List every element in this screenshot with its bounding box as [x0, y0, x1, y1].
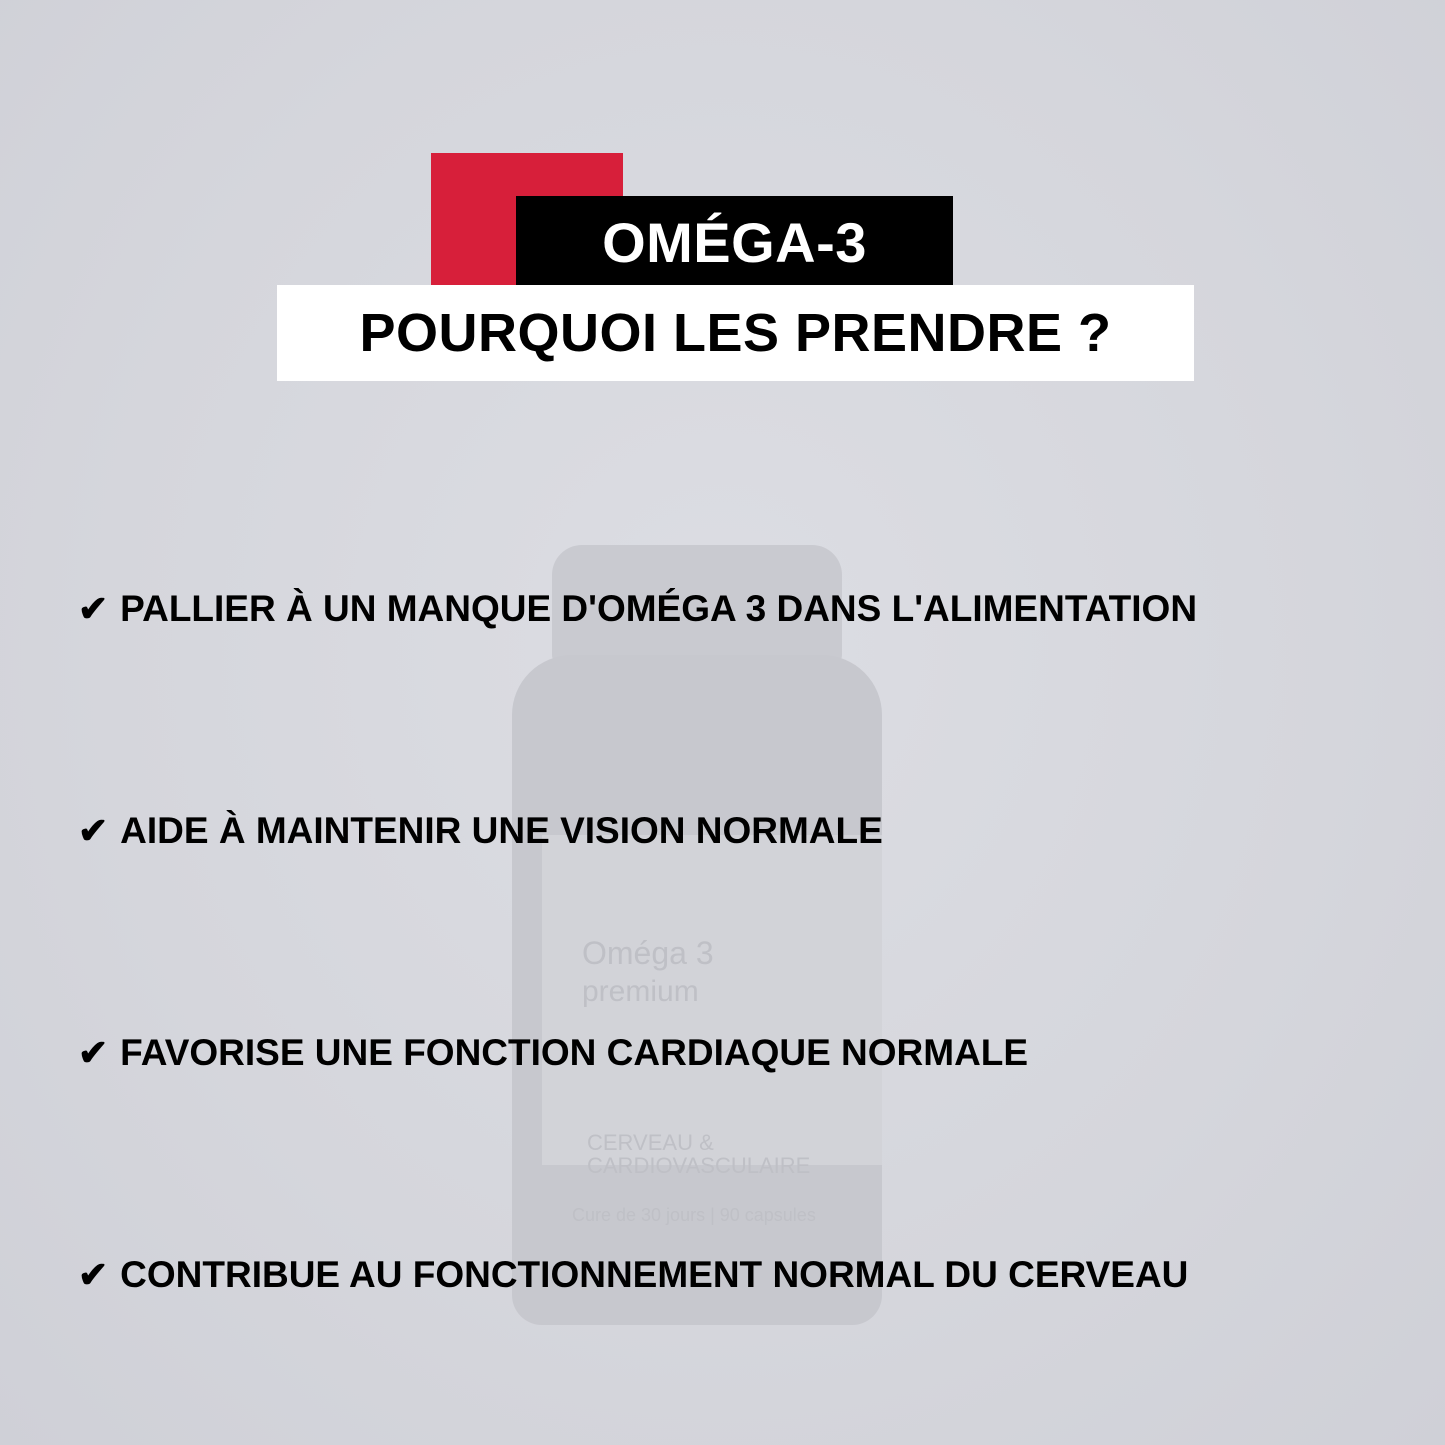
jar-label-line1: CERVEAU & — [587, 1130, 714, 1155]
jar-product-variant: premium — [582, 975, 699, 1008]
page-title: OMÉGA-3 — [602, 211, 867, 274]
benefit-text: PALLIER À UN MANQUE D'OMÉGA 3 DANS L'ALIMENTATION — [120, 588, 1198, 629]
check-icon: ✔ — [78, 810, 109, 851]
check-icon: ✔ — [78, 1254, 109, 1295]
benefit-text: FAVORISE UNE FONCTION CARDIAQUE NORMALE — [120, 1032, 1029, 1073]
jar-product-name: Oméga 3 — [582, 935, 714, 971]
benefit-item — [78, 1032, 1028, 1074]
benefit-item — [78, 810, 883, 852]
product-jar-image — [512, 545, 882, 1325]
subtitle-bar — [277, 285, 1194, 381]
check-icon: ✔ — [78, 588, 109, 629]
benefit-item — [78, 588, 1197, 630]
benefit-text: CONTRIBUE AU FONCTIONNEMENT NORMAL DU CERVEAU — [120, 1254, 1189, 1295]
jar-footer: Cure de 30 jours | 90 capsules — [572, 1205, 816, 1225]
jar-label-line2: CARDIOVASCULAIRE — [587, 1153, 811, 1178]
title-bar — [516, 196, 953, 289]
benefit-text: AIDE À MAINTENIR UNE VISION NORMALE — [120, 810, 883, 851]
check-icon: ✔ — [78, 1032, 109, 1073]
page-subtitle: POURQUOI LES PRENDRE ? — [359, 303, 1112, 363]
benefit-item — [78, 1254, 1188, 1296]
